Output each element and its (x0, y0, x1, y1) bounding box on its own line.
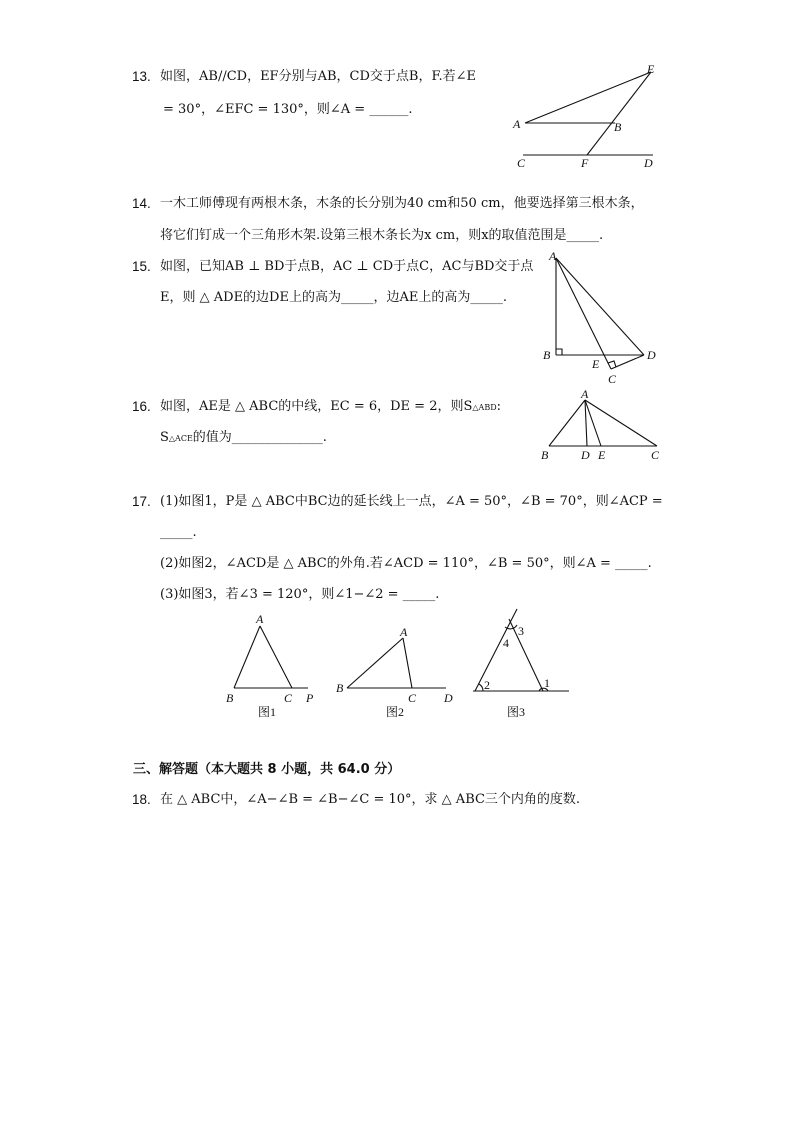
q17-fig2-label-C: C (408, 691, 417, 705)
q14-text-line1: 一木工师傅现有两根木条，木条的长分别为40 cm和50 cm，他要选择第三根木条， (160, 196, 644, 211)
section-three-heading: 三、解答题（本大题共 8 小题，共 64.0 分） (133, 762, 401, 777)
q15-figure (540, 248, 670, 388)
question-number-14: 14. (132, 196, 151, 211)
q15-text-line1: 如图，已知AB ⊥ BD于点B，AC ⊥ CD于点C，AC与BD交于点 (160, 259, 534, 274)
q16-text-line2-rest: 的值为______________. (192, 430, 327, 445)
q17-text-line2: (2)如图2，∠ACD是 △ ABC的外角.若∠ACD = 110°，∠B = 50°，则∠A = _____. (160, 556, 652, 571)
q17-figure-2 (332, 622, 462, 722)
q13-label-B: B (614, 120, 622, 134)
q15-text-line2: E，则 △ ADE的边DE上的高为_____，边AE上的高为_____. (160, 290, 507, 305)
question-number-18: 18. (132, 792, 151, 807)
q16-subscript-abd: △ABD (472, 403, 497, 412)
q17-fig1-label-A: A (256, 612, 264, 626)
q15-label-E: E (592, 357, 600, 371)
q13-label-D: D (644, 156, 653, 170)
q13-label-E: E (647, 62, 655, 76)
question-number-16: 16. (132, 399, 151, 414)
q16-text-line1 (160, 398, 501, 417)
q17-fig3-label-2: 2 (484, 678, 490, 692)
q17-fig2-label-B: B (336, 681, 344, 695)
q16-figure (535, 388, 670, 468)
q16-label-E: E (598, 448, 606, 462)
q17-fig3-caption: 图3 (507, 705, 526, 719)
q16-label-B: B (541, 448, 549, 462)
q17-text-line3: (3)如图3，若∠3 = 120°，则∠1−∠2 = _____. (160, 587, 440, 602)
q14-text-line2: 将它们钉成一个三角形木架.设第三根木条长为x cm，则x的取值范围是_____. (160, 228, 604, 243)
q17-figure-1 (220, 612, 330, 722)
q16-label-D: D (581, 448, 590, 462)
q17-fig3-label-3: 3 (518, 624, 524, 638)
q15-label-B: B (543, 348, 551, 362)
q17-figure-3 (465, 605, 580, 723)
q16-subscript-ace: △ACE (168, 434, 193, 443)
q17-fig1-label-P: P (306, 691, 314, 705)
q13-text-line2: = 30°，∠EFC = 130°，则∠A = ______. (163, 102, 413, 117)
q15-label-A: A (549, 249, 557, 263)
question-number-13: 13. (132, 69, 151, 84)
q15-label-C: C (608, 372, 617, 386)
q16-s-symbol: S (160, 430, 169, 445)
q17-text-line1-answer: _____. (160, 525, 197, 540)
q17-fig2-label-A: A (400, 625, 408, 639)
q16-label-C: C (651, 448, 660, 462)
q13-figure (505, 60, 675, 172)
q17-fig1-caption: 图1 (258, 705, 277, 719)
q17-text-line1: (1)如图1，P是 △ ABC中BC边的延长线上一点，∠A = 50°，∠B = 70°，则∠ACP = (160, 494, 663, 509)
q16-text-line2 (160, 429, 327, 448)
q15-label-D: D (647, 348, 656, 362)
q17-fig2-caption: 图2 (386, 705, 405, 719)
q17-fig1-label-C: C (284, 691, 293, 705)
q17-fig3-label-4: 4 (503, 636, 509, 650)
q17-fig2-label-D: D (444, 691, 453, 705)
q13-label-F: F (581, 156, 589, 170)
q16-colon: : (496, 399, 502, 414)
q17-fig1-label-B: B (226, 691, 234, 705)
q16-label-A: A (581, 387, 589, 401)
q13-label-A: A (513, 117, 521, 131)
q13-label-C: C (517, 156, 526, 170)
question-number-15: 15. (132, 259, 151, 274)
q13-text-line1: 如图，AB//CD，EF分别与AB，CD交于点B，F.若∠E (160, 69, 476, 84)
q18-text-line1: 在 △ ABC中，∠A−∠B = ∠B−∠C = 10°，求 △ ABC三个内角的度数. (160, 792, 581, 807)
q16-text-line1-main: 如图，AE是 △ ABC的中线，EC = 6，DE = 2，则S (160, 399, 473, 414)
q17-fig3-label-1: 1 (544, 676, 550, 690)
question-number-17: 17. (132, 494, 151, 509)
